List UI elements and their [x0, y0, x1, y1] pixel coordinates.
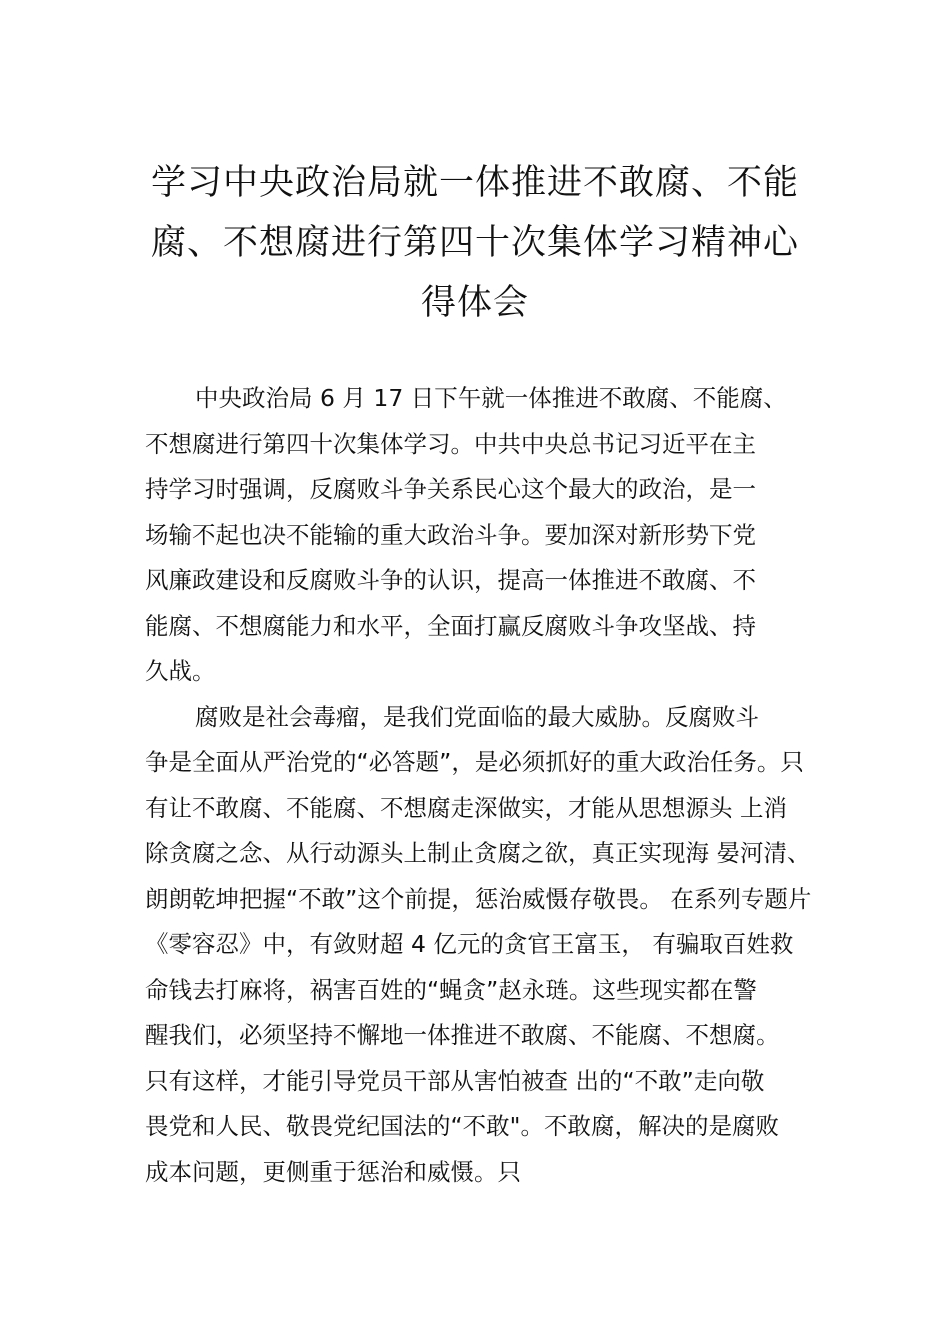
paragraph-line: 场输不起也决不能输的重大政治斗争。要加深对新形势下党	[145, 520, 756, 549]
title-line: 腐、不想腐进行第四十次集体学习精神心	[150, 223, 799, 263]
paragraph-line: 持学习时强调，反腐败斗争关系民心这个最大的政治，是一	[145, 475, 756, 503]
paragraph-line: 《零容忍》中，有敛财超 4 亿元的贪官王富玉， 有骗取百姓救	[145, 930, 794, 958]
paragraph-2	[145, 695, 825, 1196]
paragraph-line: 争是全面从严治党的“必答题”，是必须抓好的重大政治任务。只	[145, 748, 804, 776]
paragraph-line: 能腐、不想腐能力和水平，全面打赢反腐败斗争攻坚战、持	[145, 611, 756, 640]
paragraph-line: 有让不敢腐、不能腐、不想腐走深做实，才能从思想源头 上消	[145, 793, 787, 822]
title-line: 学习中央政治局就一体推进不敢腐、不能	[150, 163, 799, 203]
paragraph-1	[145, 376, 825, 695]
paragraph-line: 朗朗乾坤把握“不敢”这个前提，惩治威慑存敬畏。 在系列专题片	[145, 884, 812, 913]
title-line: 得体会	[420, 283, 529, 323]
paragraph-line: 中央政治局 6 月 17 日下午就一体推进不敢腐、不能腐、	[195, 384, 787, 412]
paragraph-line: 畏党和人民、敬畏党纪国法的“不敢"。不敢腐，解决的是腐败	[145, 1112, 779, 1140]
paragraph-line: 腐败是社会毒瘤，是我们党面临的最大威胁。反腐败斗	[195, 702, 759, 731]
paragraph-line: 命钱去打麻将，祸害百姓的“蝇贪”赵永琏。这些现实都在警	[145, 975, 757, 1004]
paragraph-line: 除贪腐之念、从行动源头上制止贪腐之欲，真正实现海 晏河清、	[145, 839, 811, 867]
paragraph-line: 只有这样，才能引导党员干部从害怕被查 出的“不敢”走向敬	[145, 1066, 765, 1095]
paragraph-line: 醒我们，必须坚持不懈地一体推进不敢腐、不能腐、不想腐。	[145, 1021, 780, 1049]
document-title	[140, 153, 810, 333]
document-body	[145, 376, 825, 1195]
paragraph-line: 成本问题，更侧重于惩治和威慑。只	[145, 1157, 521, 1186]
paragraph-line: 不想腐进行第四十次集体学习。中共中央总书记习近平在主	[145, 429, 756, 458]
paragraph-line: 风廉政建设和反腐败斗争的认识，提高一体推进不敢腐、不	[145, 566, 756, 594]
paragraph-line: 久战。	[145, 657, 216, 685]
